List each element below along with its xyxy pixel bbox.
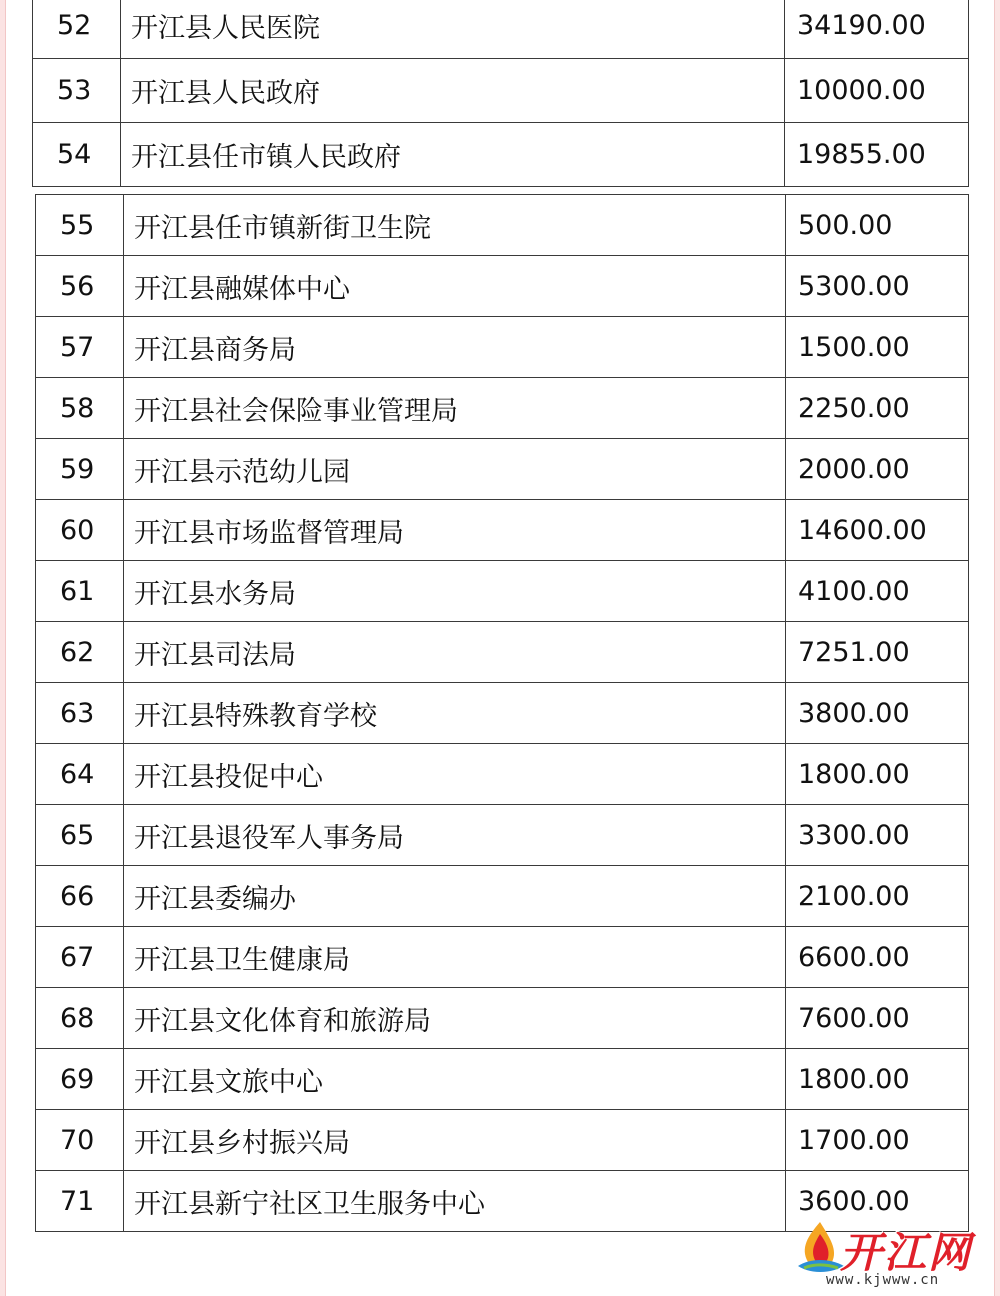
amount-cell: 3300.00 <box>786 805 969 866</box>
row-number-cell: 52 <box>33 0 121 58</box>
unit-name-cell: 开江县乡村振兴局 <box>124 1110 786 1171</box>
unit-name-cell: 开江县任市镇人民政府 <box>121 122 785 186</box>
page-right-edge <box>994 0 1000 1296</box>
row-number-cell: 56 <box>36 256 124 317</box>
amount-cell: 3800.00 <box>786 683 969 744</box>
table-row <box>36 805 969 866</box>
table-row <box>36 1110 969 1171</box>
row-number-cell: 59 <box>36 439 124 500</box>
amount-cell: 6600.00 <box>786 927 969 988</box>
row-number-cell: 70 <box>36 1110 124 1171</box>
table-row <box>36 378 969 439</box>
amount-cell: 1800.00 <box>786 1049 969 1110</box>
row-number-cell: 58 <box>36 378 124 439</box>
amount-cell: 5300.00 <box>786 256 969 317</box>
row-number-cell: 61 <box>36 561 124 622</box>
table-row <box>36 988 969 1049</box>
row-number-cell: 60 <box>36 500 124 561</box>
table-row <box>33 122 969 186</box>
unit-name-cell: 开江县融媒体中心 <box>124 256 786 317</box>
unit-name-cell: 开江县示范幼儿园 <box>124 439 786 500</box>
table-row <box>36 1049 969 1110</box>
row-number-cell: 71 <box>36 1171 124 1232</box>
table-row <box>36 317 969 378</box>
unit-name-cell: 开江县水务局 <box>124 561 786 622</box>
amount-cell: 7251.00 <box>786 622 969 683</box>
watermark-url: www.kjwww.cn <box>826 1272 940 1288</box>
row-number-cell: 57 <box>36 317 124 378</box>
unit-name-cell: 开江县文化体育和旅游局 <box>124 988 786 1049</box>
table-row <box>33 58 969 122</box>
amount-cell: 500.00 <box>786 195 969 256</box>
amount-cell: 10000.00 <box>785 58 969 122</box>
amount-cell: 2000.00 <box>786 439 969 500</box>
table-row <box>36 622 969 683</box>
amount-cell: 3600.00 <box>786 1171 969 1232</box>
unit-name-cell: 开江县司法局 <box>124 622 786 683</box>
unit-name-cell: 开江县特殊教育学校 <box>124 683 786 744</box>
table-row <box>36 500 969 561</box>
table-row <box>36 561 969 622</box>
amount-cell: 1500.00 <box>786 317 969 378</box>
unit-name-cell: 开江县商务局 <box>124 317 786 378</box>
row-number-cell: 62 <box>36 622 124 683</box>
amount-cell: 1700.00 <box>786 1110 969 1171</box>
unit-name-cell: 开江县文旅中心 <box>124 1049 786 1110</box>
row-number-cell: 68 <box>36 988 124 1049</box>
unit-name-cell: 开江县卫生健康局 <box>124 927 786 988</box>
row-number-cell: 63 <box>36 683 124 744</box>
table-row <box>36 439 969 500</box>
row-number-cell: 64 <box>36 744 124 805</box>
row-number-cell: 65 <box>36 805 124 866</box>
unit-name-cell: 开江县任市镇新街卫生院 <box>124 195 786 256</box>
unit-name-cell: 开江县投促中心 <box>124 744 786 805</box>
amount-cell: 1800.00 <box>786 744 969 805</box>
row-number-cell: 54 <box>33 122 121 186</box>
table-row <box>33 0 969 58</box>
amount-cell: 34190.00 <box>785 0 969 58</box>
table-row <box>36 744 969 805</box>
amount-cell: 19855.00 <box>785 122 969 186</box>
table-row <box>36 683 969 744</box>
row-number-cell: 53 <box>33 58 121 122</box>
watermark-logo-text: 开江网 <box>840 1228 973 1277</box>
site-watermark <box>790 1216 1000 1296</box>
unit-name-cell: 开江县社会保险事业管理局 <box>124 378 786 439</box>
table-row <box>36 195 969 256</box>
amount-cell: 2100.00 <box>786 866 969 927</box>
table-lower-section <box>35 194 969 1232</box>
row-number-cell: 69 <box>36 1049 124 1110</box>
unit-name-cell: 开江县退役军人事务局 <box>124 805 786 866</box>
unit-name-cell: 开江县人民医院 <box>121 0 785 58</box>
table-row <box>36 866 969 927</box>
table-row <box>36 927 969 988</box>
row-number-cell: 55 <box>36 195 124 256</box>
unit-name-cell: 开江县新宁社区卫生服务中心 <box>124 1171 786 1232</box>
amount-cell: 4100.00 <box>786 561 969 622</box>
table-upper-section <box>32 0 969 187</box>
table-row <box>36 256 969 317</box>
row-number-cell: 66 <box>36 866 124 927</box>
unit-name-cell: 开江县市场监督管理局 <box>124 500 786 561</box>
unit-name-cell: 开江县人民政府 <box>121 58 785 122</box>
amount-cell: 7600.00 <box>786 988 969 1049</box>
page-left-edge <box>0 0 6 1296</box>
unit-name-cell: 开江县委编办 <box>124 866 786 927</box>
amount-cell: 14600.00 <box>786 500 969 561</box>
amount-cell: 2250.00 <box>786 378 969 439</box>
row-number-cell: 67 <box>36 927 124 988</box>
